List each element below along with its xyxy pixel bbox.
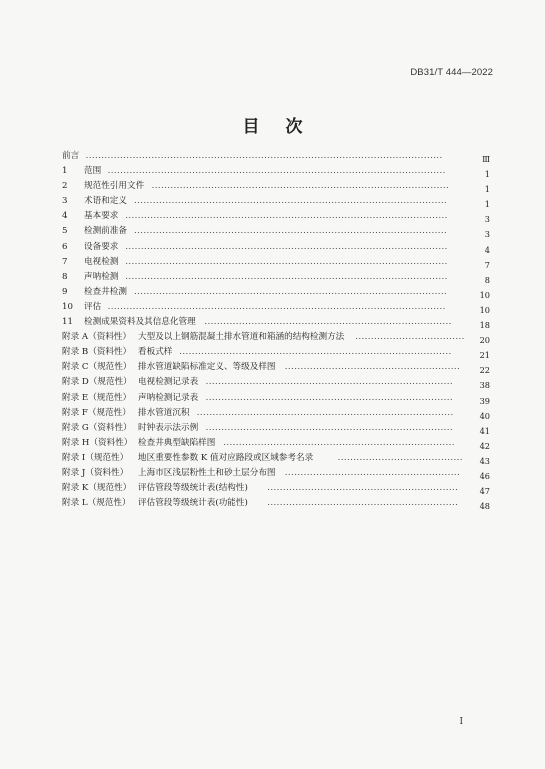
- toc-entry-label: 评估: [84, 301, 102, 312]
- toc-leader-dots: .......................................................................................................: [125, 256, 448, 267]
- toc-entry-number: 附录 D（规范性）: [62, 377, 132, 388]
- toc-leader-dots: .......................................................................................: [179, 347, 452, 358]
- toc-entry-label: 检测前准备: [84, 226, 127, 237]
- toc-entry-page: 20: [479, 335, 490, 346]
- toc-entry-label: 基本要求: [84, 211, 119, 222]
- toc-entry[interactable]: [62, 255, 490, 270]
- toc-entry-number: 9: [62, 286, 68, 297]
- page-number: I: [459, 717, 463, 727]
- toc-entry[interactable]: [62, 270, 490, 285]
- toc-entry-label: 检查井检测: [84, 286, 127, 297]
- toc-entry-page: 3: [484, 229, 490, 240]
- toc-leader-dots: ...................................: [355, 332, 465, 343]
- toc-entry-number: 4: [62, 211, 68, 222]
- toc-leader-dots: .............................................................: [267, 483, 459, 494]
- toc-entry-number: 11: [62, 317, 73, 328]
- toc-entry-page: 21: [479, 350, 490, 361]
- toc-entry-page: 1: [484, 169, 490, 180]
- toc-entry-number: 附录 G（资料性）: [62, 422, 132, 433]
- toc-entry-number: 附录 K（规范性）: [62, 483, 132, 494]
- toc-entry-number: 附录 F（规范性）: [62, 407, 131, 418]
- toc-leader-dots: ............................................................................................................: [107, 301, 446, 312]
- toc-entry-number: 附录 J（资料性）: [62, 467, 129, 478]
- toc-entry-number: 7: [62, 256, 68, 267]
- toc-leader-dots: ..................................................................................: [196, 407, 454, 418]
- toc-entry-page: 42: [479, 440, 490, 451]
- toc-entry-page: 38: [479, 380, 490, 391]
- toc-entry-label: 设备要求: [84, 241, 119, 252]
- toc-entry-page: 48: [479, 501, 490, 512]
- toc-entry-page: 10: [479, 304, 490, 315]
- toc-entry-label: 时钟表示法示例: [138, 422, 199, 433]
- toc-entry-page: 41: [479, 425, 490, 436]
- toc-entry-page: 40: [479, 410, 490, 421]
- standard-number: DB31/T 444—2022: [410, 67, 493, 78]
- toc-entry-page: 4: [484, 244, 490, 255]
- toc-entry-label: 看板式样: [138, 347, 173, 358]
- toc-entry[interactable]: [62, 194, 490, 209]
- toc-entry-page: 1: [484, 184, 490, 195]
- toc-entry-label: 声呐检测: [84, 271, 119, 282]
- toc-entry[interactable]: [62, 179, 490, 194]
- toc-entry[interactable]: [62, 300, 490, 315]
- toc-entry-number: 附录 E（规范性）: [62, 392, 132, 403]
- toc-entry-label: 排水管道缺陷标准定义、等级及样图: [138, 362, 276, 373]
- toc-entry-page: 22: [479, 365, 490, 376]
- toc-entry-number: 1: [62, 166, 68, 177]
- toc-leader-dots: ....................................................................................................: [134, 286, 448, 297]
- toc-entry[interactable]: [62, 315, 490, 330]
- toc-leader-dots: ....................................................................................................: [134, 226, 448, 237]
- toc-leader-dots: .......................................................................................................: [125, 271, 448, 282]
- page-title: 目次: [242, 117, 329, 137]
- toc-entry-number: 10: [62, 301, 73, 312]
- toc-leader-dots: ...............................................................................: [205, 377, 453, 388]
- toc-entry[interactable]: [62, 391, 490, 406]
- toc-entry-label: 规范性引用文件: [84, 181, 145, 192]
- toc-entry-label: 大型及以上钢筋混凝土排水管道和箱涵的结构检测方法: [138, 332, 345, 343]
- toc-entry-label: 检查井典型缺陷样图: [138, 437, 216, 448]
- toc-entry[interactable]: [62, 224, 490, 239]
- toc-leader-dots: ...............................................................................................: [151, 181, 450, 192]
- toc-entry-page: Ⅲ: [482, 154, 490, 164]
- toc-entry[interactable]: [62, 164, 490, 179]
- toc-entry-number: 8: [62, 271, 68, 282]
- toc-entry-label: 地区重要性参数 K 值对应路段或区域参考名录: [138, 452, 314, 463]
- toc-entry-page: 46: [479, 470, 490, 481]
- toc-entry-number: 附录 I（规范性）: [62, 452, 129, 463]
- toc-leader-dots: ........................................................: [284, 362, 461, 373]
- toc-entry-label: 范围: [84, 166, 102, 177]
- toc-entry[interactable]: [62, 149, 490, 164]
- toc-leader-dots: ...............................................................................: [204, 317, 452, 328]
- toc-entry[interactable]: [62, 345, 490, 360]
- toc-entry[interactable]: [62, 481, 490, 496]
- toc-entry-page: 47: [479, 486, 490, 497]
- toc-entry-page: 18: [479, 320, 490, 331]
- toc-entry[interactable]: [62, 496, 490, 511]
- toc-entry-number: 附录 C（规范性）: [62, 362, 132, 373]
- toc-entry-label: 评估管段等级统计表(功能性): [138, 498, 248, 509]
- toc-leader-dots: ..........................................................................: [223, 437, 455, 448]
- toc-entry-number: 附录 B（资料性）: [62, 347, 132, 358]
- toc-leader-dots: ..................................................................................................................: [85, 151, 443, 161]
- toc-entry-label: 术语和定义: [84, 196, 127, 207]
- toc-entry-number: 5: [62, 226, 68, 237]
- toc-entry-number: 6: [62, 241, 68, 252]
- toc-entry[interactable]: [62, 285, 490, 300]
- toc-leader-dots: ....................................................................................................: [134, 196, 448, 207]
- toc-entry-number: 附录 A（资料性）: [62, 332, 132, 343]
- toc-entry-label: 排水管道沉积: [138, 407, 190, 418]
- toc-entry[interactable]: [62, 421, 490, 436]
- toc-entry-label: 声呐检测记录表: [138, 392, 199, 403]
- toc-entry-label: 电视检测记录表: [138, 377, 199, 388]
- toc-entry-number: 附录 H（资料性）: [62, 437, 133, 448]
- toc-entry-number: 3: [62, 196, 68, 207]
- toc-leader-dots: .......................................................................................................: [125, 211, 448, 222]
- toc-leader-dots: ............................................................................................................: [107, 166, 446, 177]
- toc-entry[interactable]: [62, 436, 490, 451]
- toc-entry[interactable]: [62, 375, 490, 390]
- toc-entry-page: 3: [484, 214, 490, 225]
- toc-entry[interactable]: [62, 330, 490, 345]
- toc-entry[interactable]: [62, 240, 490, 255]
- toc-entry[interactable]: [62, 406, 490, 421]
- toc-entry-page: 1: [484, 199, 490, 210]
- toc-entry-label: 上海市区浅层粉性土和砂土层分布图: [138, 467, 276, 478]
- toc-leader-dots: ...............................................................................: [205, 392, 453, 403]
- toc-entry-page: 10: [479, 289, 490, 300]
- toc-entry-page: 39: [479, 395, 490, 406]
- toc-leader-dots: ........................................: [337, 452, 463, 463]
- toc-entry-number: 2: [62, 181, 68, 192]
- toc-entry-page: 7: [484, 259, 490, 270]
- toc-leader-dots: ........................................................: [284, 467, 461, 478]
- toc-entry-page: 43: [479, 455, 490, 466]
- toc-leader-dots: .............................................................: [267, 498, 459, 509]
- toc-entry[interactable]: [62, 360, 490, 375]
- toc-entry[interactable]: [62, 209, 490, 224]
- toc-entry-label: 检测成果资料及其信息化管理: [84, 317, 196, 328]
- toc-entry[interactable]: [62, 451, 490, 466]
- toc-entry-label: 评估管段等级统计表(结构性): [138, 483, 248, 494]
- toc-leader-dots: .......................................................................................................: [125, 241, 448, 252]
- table-of-contents: [62, 149, 490, 511]
- toc-entry-number: 附录 L（规范性）: [62, 498, 131, 509]
- toc-entry-page: 8: [484, 274, 490, 285]
- toc-entry-label: 前言: [62, 151, 80, 161]
- toc-leader-dots: ...............................................................................: [205, 422, 453, 433]
- toc-entry-label: 电视检测: [84, 256, 119, 267]
- toc-entry[interactable]: [62, 466, 490, 481]
